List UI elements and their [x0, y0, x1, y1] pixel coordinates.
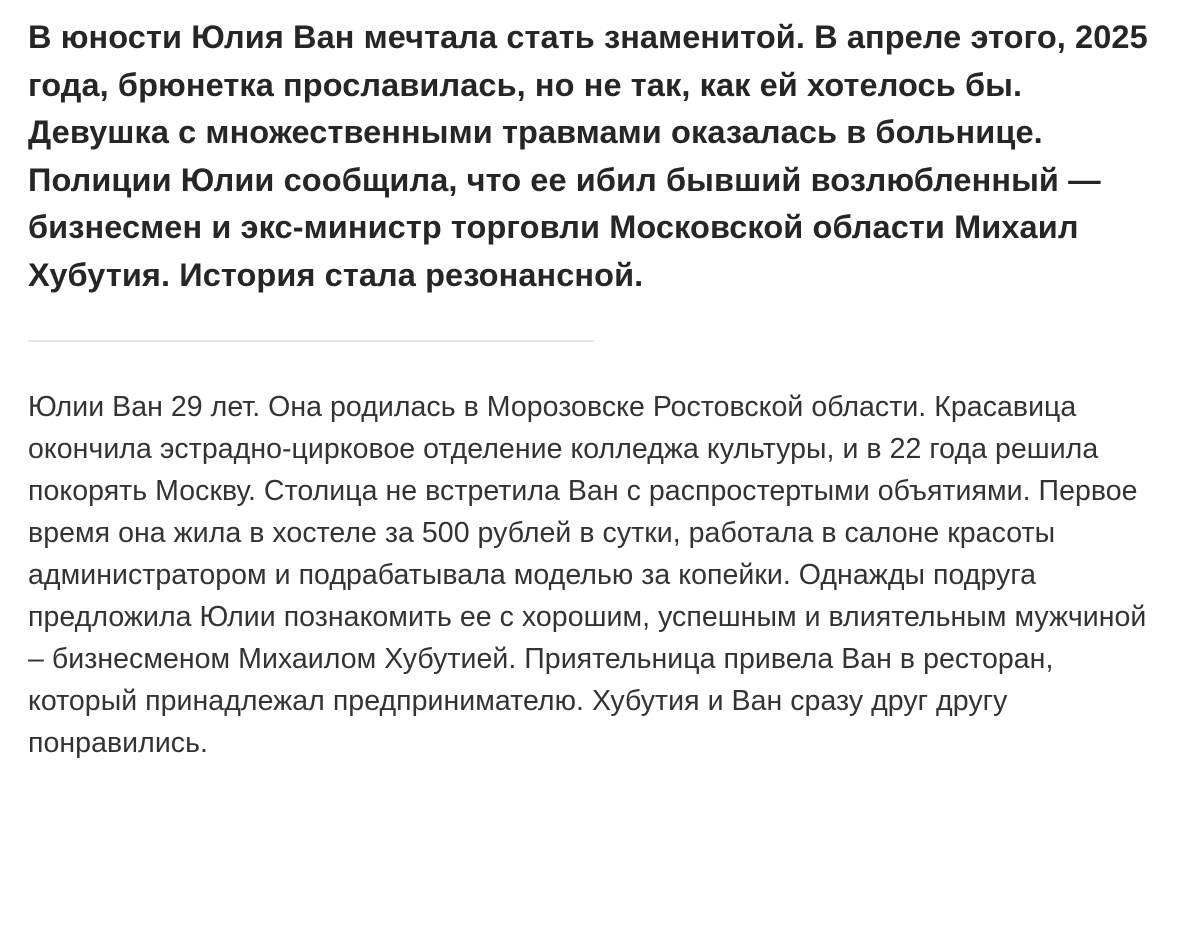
section-divider: [28, 340, 594, 342]
article: [28, 14, 1158, 764]
article-lead: В юности Юлия Ван мечтала стать знаменитой. В апреле этого, 2025 года, брюнетка прославилась, но не так, как ей хотелось бы. Девушка с множественными травмами оказалась в больнице. Полиции Юлии сообщила, что ее ибил бывший возлюбленный — бизнесмен и экс-министр торговли Московской области Михаил Хубутия. История стала резонансной.: [28, 19, 1148, 293]
article-paragraph: Юлии Ван 29 лет. Она родилась в Морозовске Ростовской области. Красавица окончила эстрадно-цирковое отделение колледжа культуры, и в 22 года решила покорять Москву. Столица не встретила Ван с распростертыми объятиями. Первое время она жила в хостеле за 500 рублей в сутки, работала в салоне красоты администратором и подрабатывала моделью за копейки. Однажды подруга предложила Юлии познакомить ее с хорошим, успешным и влиятельным мужчиной – бизнесменом Михаилом Хубутией. Приятельница привела Ван в ресторан, который принадлежал предпринимателю. Хубутия и Ван сразу друг другу понравились.: [28, 390, 1147, 760]
